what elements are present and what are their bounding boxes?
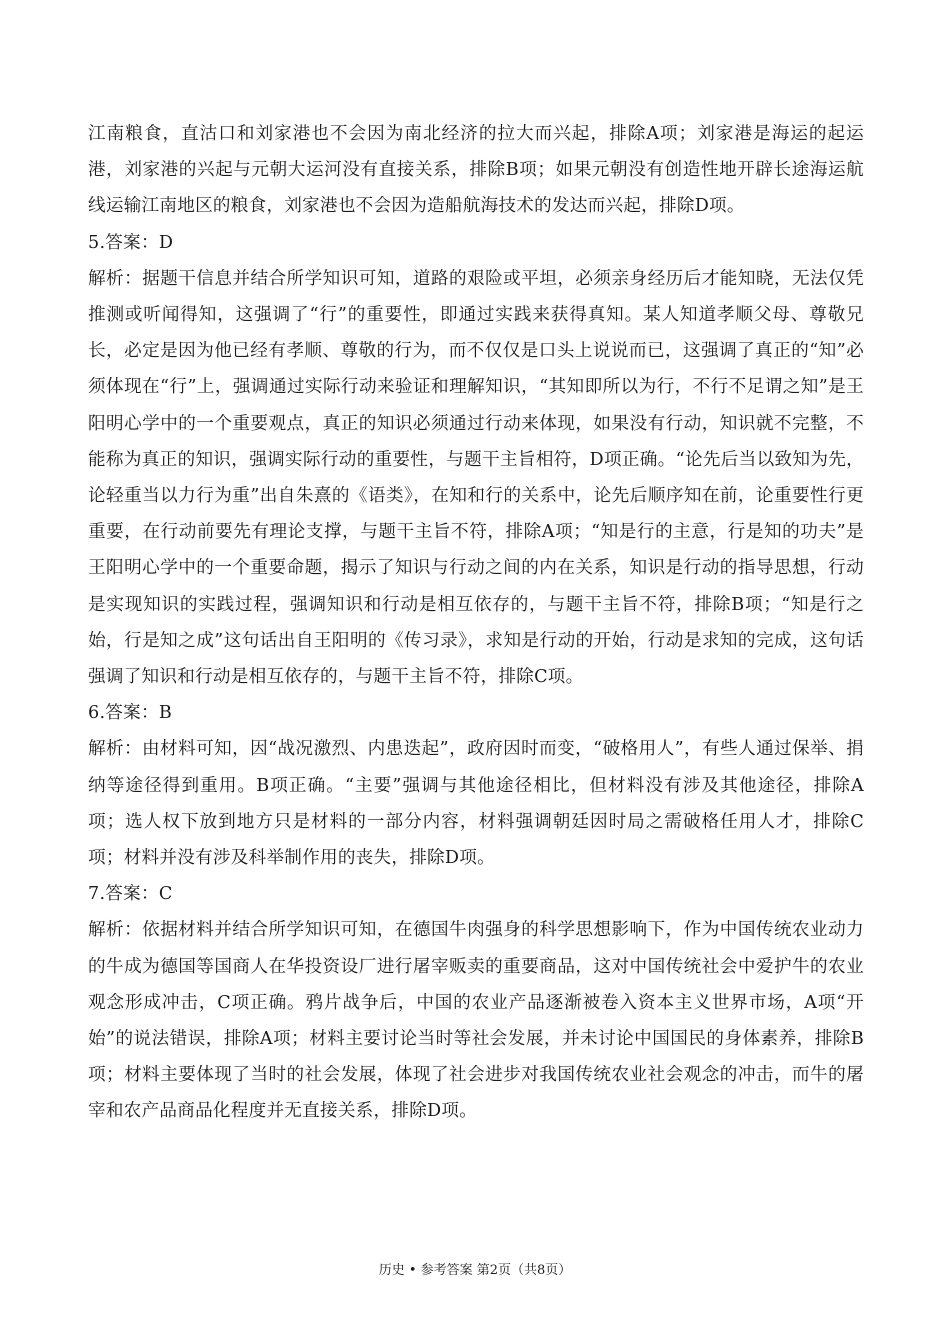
answer-6: 6.答案：B [88, 703, 172, 724]
page-footer: 历史 • 参考答案 第2页（共8页） [378, 1263, 572, 1278]
explanation-paragraph-5: 解析：据题干信息并结合所学知识可知，道路的艰险或平坦，必须亲身经历后才能知晓，无法仅凭推测或听闻得知，这强调了“行”的重要性，即通过实践来获得真知。某人知道孝顺父母、尊敬兄长，必定是因为他已经有孝顺、尊敬的行为，而不仅仅是口头上说说而已，这强调了真正的“知”必须体现在“行”上，强调通过实际行动来验证和理解知识，“其知即所以为行，不行不足谓之知”是王阳明心学中的一个重要观点，真正的知识必须通过行动来体现，如果没有行动，知识就不完整，不能称为真正的知识，强调实际行动的重要性，与题干主旨相符，D项正确。“论先后当以致知为先，论轻重当以力行为重”出自朱熹的《语类》，在知和行的关系中，论先后顺序知在前，论重要性行更重要，在行动前要先有理论支撑，与题干主旨不符，排除A项；“知是行的主意，行是知的功夫”是王阳明心学中的一个重要命题，揭示了知识与行动之间的内在关系，知识是行动的指导思想，行动是实现知识的实践过程，强调知识和行动是相互依存的，与题干主旨不符，排除B项；“知是行之始，行是知之成”这句话出自王阳明的《传习录》，求知是行动的开始，行动是求知的完成，这句话强调了知识和行动是相互依存的，与题干主旨不符，排除C项。 [88, 268, 864, 688]
explanation-paragraph-continued: 江南粮食，直沽口和刘家港也不会因为南北经济的拉大而兴起，排除A项；刘家港是海运的起运港，刘家港的兴起与元朝大运河没有直接关系，排除B项；如果元朝没有创造性地开辟长途海运航线运输江南地区的粮食，刘家港也不会因为造船航海技术的发达而兴起，排除D项。 [88, 124, 864, 217]
answer-7: 7.答案：C [88, 884, 173, 905]
answer-5: 5.答案：D [88, 232, 174, 253]
answer-content [88, 116, 864, 1130]
explanation-paragraph-7: 解析：依据材料并结合所学知识可知，在德国牛肉强身的科学思想影响下，作为中国传统农业动力的牛成为德国等国商人在华投资设厂进行屠宰贩卖的重要商品，这对中国传统社会中爱护牛的农业观念形成冲击，C项正确。鸦片战争后，中国的农业产品逐渐被卷入资本主义世界市场，A项“开始”的说法错误，排除A项；材料主要讨论当时等社会发展，并未讨论中国国民的身体素养，排除B项；材料主要体现了当时的社会发展，体现了社会进步对我国传统农业社会观念的冲击，而牛的屠宰和农产品商品化程度并无直接关系，排除D项。 [88, 920, 864, 1122]
explanation-paragraph-6: 解析：由材料可知，因“战况激烈、内患迭起”，政府因时而变，“破格用人”，有些人通过保举、捐纳等途径得到重用。B项正确。“主要”强调与其他途径相比，但材料没有涉及其他途径，排除A项；选人权下放到地方只是材料的一部分内容，材料强调朝廷因时局之需破格任用人才，排除C项；材料并没有涉及科举制作用的丧失，排除D项。 [88, 739, 864, 869]
